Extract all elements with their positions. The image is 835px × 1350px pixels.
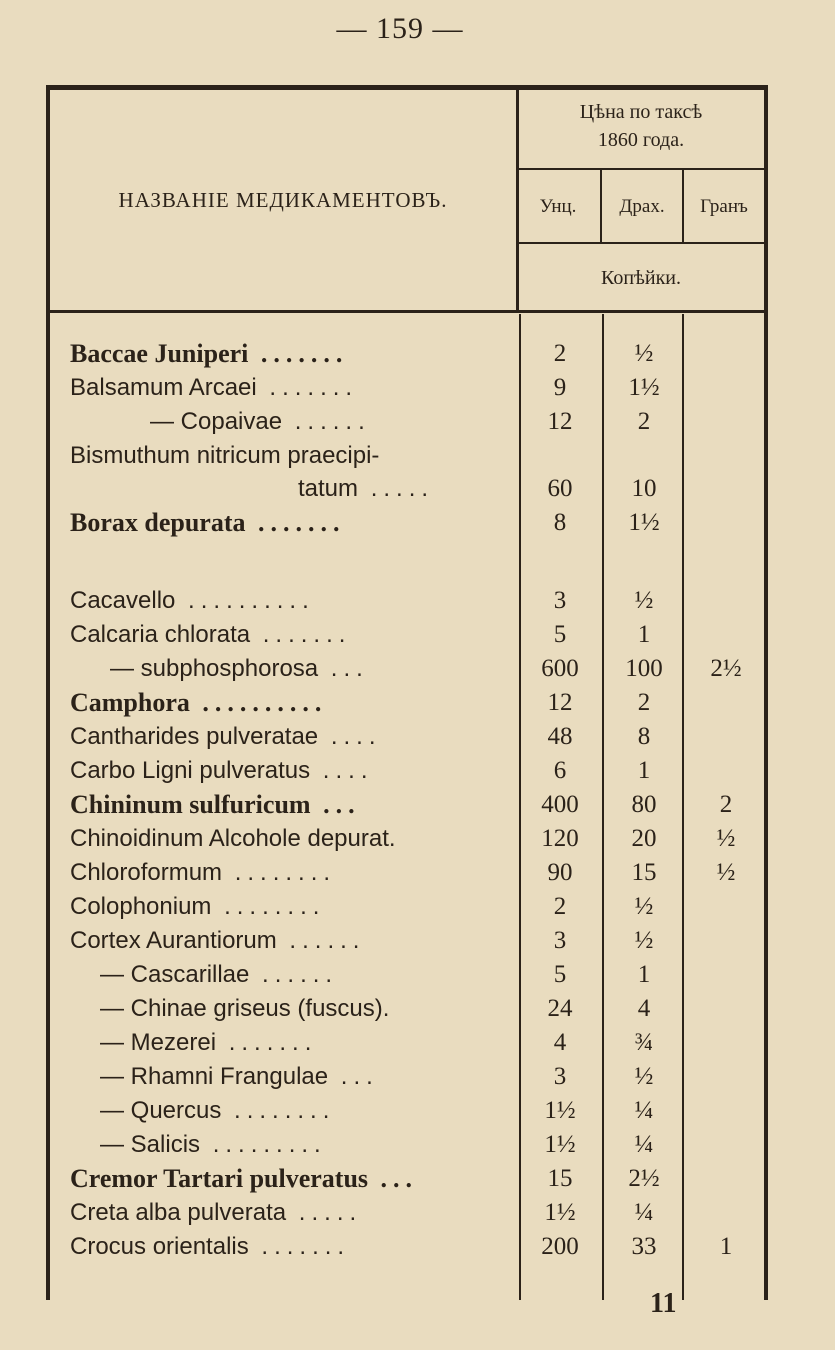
leader-dots: .......: [245, 508, 346, 537]
price-drachm: 2: [637, 689, 651, 716]
price-drachm: 33: [631, 1233, 657, 1260]
leader-dots: ....: [310, 757, 374, 784]
price-ounce: 2: [553, 893, 567, 920]
price-drachm: 1½: [628, 509, 660, 536]
leader-dots: ........: [211, 893, 326, 920]
price-ounce: 9: [553, 374, 567, 401]
medicament-name: [70, 754, 518, 788]
medicament-name-text: Creta alba pulverata: [70, 1199, 287, 1226]
leader-dots: .........: [200, 1131, 327, 1158]
table-row: [50, 1026, 764, 1060]
leader-dots: .....: [286, 1199, 363, 1226]
column-header-name: НАЗВАНІЕ МЕДИКАМЕНТОВЪ.: [118, 187, 448, 212]
table-row: [50, 405, 764, 439]
leader-dots: ...: [310, 790, 361, 819]
price-ounce: 8: [553, 509, 567, 536]
price-ounce: 4: [553, 1029, 567, 1056]
medicament-name-text: — Salicis: [100, 1131, 201, 1158]
table-row: [50, 652, 764, 686]
price-ounce: 48: [547, 723, 573, 750]
medicament-name-text: Balsamum Arcaei: [70, 374, 257, 401]
header-divider-units: [518, 242, 764, 244]
medicament-name-text: Cremor Tartari pulveratus: [70, 1164, 369, 1193]
table-row: [50, 720, 764, 754]
price-ounce: 600: [541, 655, 579, 682]
price-drachm: ¼: [634, 1097, 654, 1124]
medicament-name-text: Baccae Juniperi: [70, 339, 249, 368]
medicament-name: [70, 584, 518, 618]
medicament-name: [70, 1026, 548, 1060]
leader-dots: ..........: [175, 587, 315, 614]
table-row: [50, 1162, 764, 1196]
medicament-name-text: Bismuthum nitricum praecipi-: [70, 442, 380, 469]
table-row: [50, 337, 764, 371]
medicament-name: [70, 337, 518, 371]
price-ounce: 3: [553, 927, 567, 954]
leader-dots: .......: [248, 339, 349, 368]
price-drachm: ½: [634, 340, 654, 367]
medicament-name-text: Calcaria chlorata: [70, 621, 251, 648]
medicament-name-text: Cortex Aurantiorum: [70, 927, 277, 954]
table-row: [50, 890, 764, 924]
medicament-name-text: Chinoidinum Alcohole depurat.: [70, 825, 396, 852]
table-row: [50, 1060, 764, 1094]
medicament-name: [70, 1162, 518, 1196]
leader-dots: ......: [282, 408, 371, 435]
price-drachm: ½: [634, 893, 654, 920]
medicament-name: [70, 890, 518, 924]
column-header-ounce: Унц.: [539, 196, 577, 217]
table-row: [50, 754, 764, 788]
leader-dots: ....: [318, 723, 382, 750]
table-row: [50, 1230, 764, 1264]
table-row: [50, 472, 764, 506]
medicament-name-text: — Copaivae: [150, 408, 283, 435]
leader-dots: .......: [248, 1233, 351, 1260]
price-ounce: 90: [547, 859, 573, 886]
price-grain: ½: [716, 825, 736, 852]
price-ounce: 3: [553, 1063, 567, 1090]
leader-dots: ......: [276, 927, 366, 954]
price-drachm: 20: [631, 825, 657, 852]
column-header-price: [518, 98, 764, 168]
price-drachm: ¼: [634, 1131, 654, 1158]
price-drachm: 8: [637, 723, 651, 750]
price-drachm: ½: [634, 587, 654, 614]
table-row: [50, 439, 764, 473]
table-header: [50, 90, 764, 313]
price-drachm: 1: [637, 621, 651, 648]
leader-dots: .......: [216, 1029, 318, 1056]
medicament-name-text: — Cascarillae: [100, 961, 250, 988]
price-drachm: 2: [637, 408, 651, 435]
price-ounce: 200: [541, 1233, 579, 1260]
leader-dots: ......: [249, 961, 339, 988]
medicament-name: [70, 1128, 548, 1162]
medicament-name: [70, 788, 518, 822]
price-drachm: ½: [634, 1063, 654, 1090]
price-grain: ½: [716, 859, 736, 886]
table-row: [50, 924, 764, 958]
price-drachm: 15: [631, 859, 657, 886]
medicament-name: [70, 720, 518, 754]
medicament-name-text: tatum: [298, 475, 359, 502]
leader-dots: ...: [318, 655, 369, 682]
medicament-name-text: Borax depurata: [70, 508, 246, 537]
leader-dots: ...: [328, 1063, 379, 1090]
table-row: [50, 371, 764, 405]
medicament-name-text: — Mezerei: [100, 1029, 217, 1056]
leader-dots: .....: [358, 475, 435, 502]
medicament-name-text: — Rhamni Frangulae: [100, 1063, 329, 1090]
price-grain: 1: [719, 1233, 733, 1260]
medicament-name-text: Chininum sulfuricum: [70, 790, 311, 819]
price-drachm: 1: [637, 961, 651, 988]
price-table: [46, 85, 768, 1300]
medicament-name-text: Cantharides pulveratae: [70, 723, 319, 750]
leader-dots: ........: [221, 1097, 336, 1124]
price-ounce: 120: [541, 825, 579, 852]
medicament-name-text: Camphora: [70, 688, 190, 717]
header-divider-price: [518, 168, 764, 170]
table-row: [50, 1094, 764, 1128]
medicament-name: [70, 1196, 518, 1230]
price-ounce: 1½: [544, 1199, 576, 1226]
price-ounce: 12: [547, 408, 573, 435]
price-ounce: 12: [547, 689, 573, 716]
table-row: [50, 506, 764, 540]
medicament-name: [70, 371, 518, 405]
table-row: [50, 788, 764, 822]
price-ounce: 1½: [544, 1131, 576, 1158]
leader-dots: ..........: [189, 688, 328, 717]
medicament-name: [70, 439, 518, 473]
table-row: [50, 992, 764, 1026]
table-row: [50, 958, 764, 992]
medicament-name-text: — Chinae griseus (fuscus).: [100, 995, 390, 1022]
column-header-drachm: Драх.: [619, 196, 665, 217]
price-ounce: 2: [553, 340, 567, 367]
table-row: [50, 856, 764, 890]
medicament-name: [70, 856, 518, 890]
table-row: [50, 618, 764, 652]
medicament-name: [70, 992, 548, 1026]
price-drachm: 1: [637, 757, 651, 784]
medicament-name-text: Chloroformum: [70, 859, 223, 886]
price-drachm: ½: [634, 927, 654, 954]
medicament-name: [70, 822, 518, 856]
medicament-name-text: Colophonium: [70, 893, 212, 920]
medicament-name: [70, 686, 518, 720]
price-header-line2: 1860 года.: [597, 129, 685, 151]
price-header-line1: Цѣна по таксѣ: [579, 101, 703, 123]
medicament-name: [70, 405, 598, 439]
leader-dots: .......: [256, 374, 359, 401]
price-drachm: 10: [631, 475, 657, 502]
medicament-name-text: Carbo Ligni pulveratus: [70, 757, 311, 784]
medicament-name-text: Cacavello: [70, 587, 176, 614]
column-header-currency: Копѣйки.: [600, 266, 682, 289]
medicament-name: [70, 652, 558, 686]
medicament-name: [70, 1094, 548, 1128]
price-ounce: 15: [547, 1165, 573, 1192]
price-ounce: 5: [553, 961, 567, 988]
leader-dots: ........: [222, 859, 337, 886]
medicament-name-text: Crocus orientalis: [70, 1233, 249, 1260]
price-drachm: 1½: [628, 374, 660, 401]
price-drachm: 4: [637, 995, 651, 1022]
table-row: [50, 584, 764, 618]
page-number: — 159 —: [336, 12, 464, 45]
price-ounce: 6: [553, 757, 567, 784]
price-ounce: 60: [547, 475, 573, 502]
price-ounce: 3: [553, 587, 567, 614]
medicament-name: [70, 1230, 518, 1264]
medicament-name-text: — subphosphorosa: [110, 655, 319, 682]
header-divider-main: [516, 90, 519, 310]
table-row: [50, 1196, 764, 1230]
price-drachm: ¼: [634, 1199, 654, 1226]
price-drachm: 80: [631, 791, 657, 818]
medicament-name: [70, 1060, 548, 1094]
column-header-grain: Гранъ: [700, 196, 748, 217]
price-ounce: 400: [541, 791, 579, 818]
price-ounce: 1½: [544, 1097, 576, 1124]
leader-dots: ...: [368, 1164, 419, 1193]
price-drachm: ¾: [634, 1029, 654, 1056]
price-drachm: 100: [625, 655, 663, 682]
price-ounce: 5: [553, 621, 567, 648]
medicament-name: [70, 506, 518, 540]
header-divider-ounce: [600, 170, 602, 242]
medicament-name-text: — Quercus: [100, 1097, 222, 1124]
table-row: [50, 686, 764, 720]
price-ounce: 24: [547, 995, 573, 1022]
leader-dots: .......: [250, 621, 352, 648]
table-row: [50, 1128, 764, 1162]
table-row: [50, 822, 764, 856]
medicament-name: [70, 618, 518, 652]
signature-mark: 11: [650, 1288, 677, 1319]
price-grain: 2: [719, 791, 733, 818]
medicament-name: [70, 924, 518, 958]
price-drachm: 2½: [628, 1165, 660, 1192]
medicament-name: [70, 958, 548, 992]
price-grain: 2½: [710, 655, 742, 682]
header-divider-drachm: [682, 170, 684, 242]
